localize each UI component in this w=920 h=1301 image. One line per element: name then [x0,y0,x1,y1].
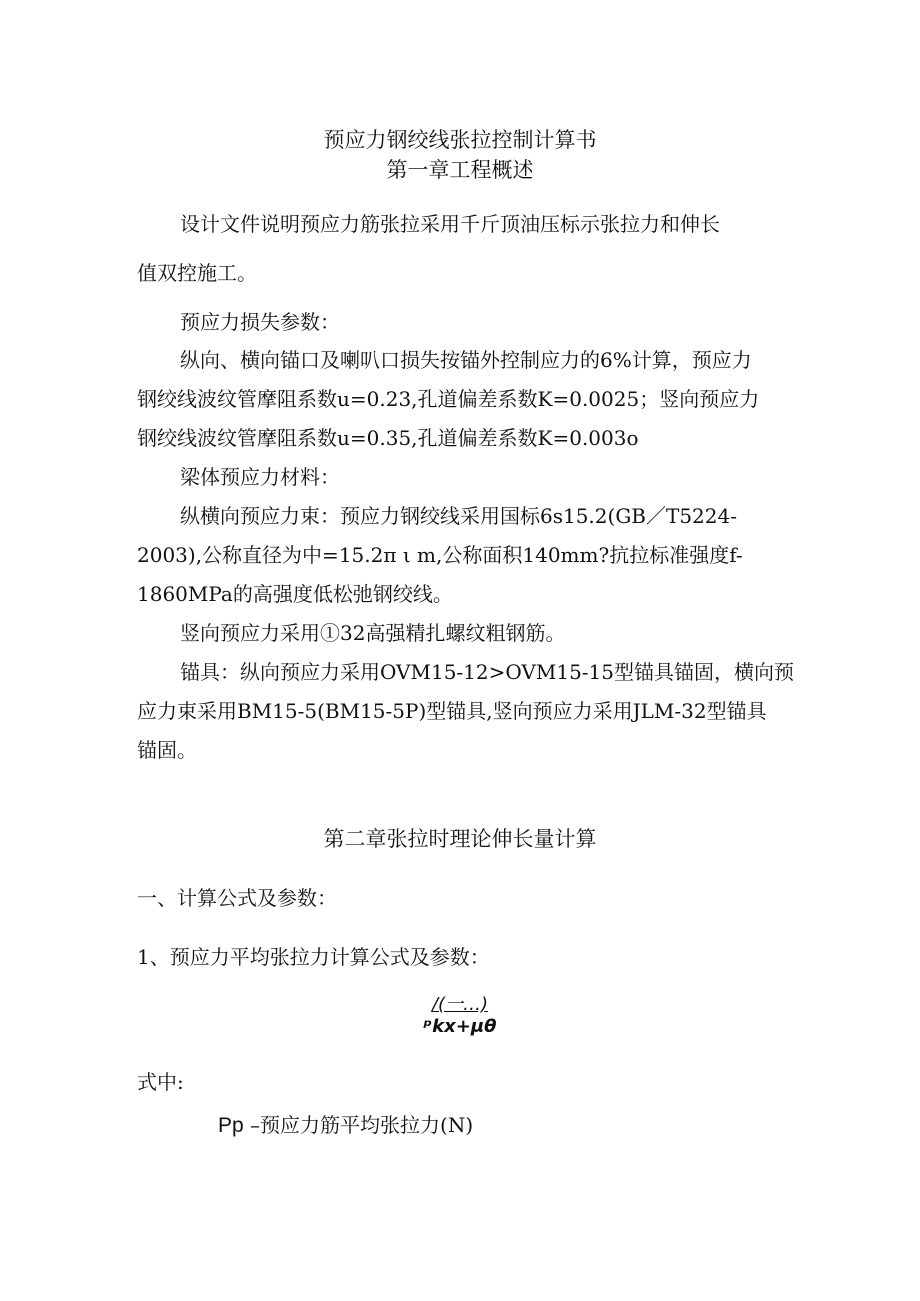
paragraph-line: 竖向预应力采用①32高强精扎螺纹粗钢筋。 [180,621,566,645]
paragraph-line: 设计文件说明预应力筋张拉采用千斤顶油压标示张拉力和伸长 [180,212,720,236]
paragraph-line: 应力束采用BM15-5(BM15-5P)型锚具,竖向预应力采用JLM-32型锚具 [137,699,767,723]
variable-description: –预应力筋平均张拉力(N) [250,1113,474,1137]
section-heading: 一、计算公式及参数： [137,886,337,910]
paragraph-line: 1860MPa的高强度低松弛钢绞线。 [137,582,453,606]
formula-denominator: ᵖkx+μθ [423,1016,497,1037]
variable-symbol: Pp [218,1114,244,1137]
paragraph-line: 纵向、横向锚口及喇叭口损失按锚外控制应力的6%计算，预应力 [180,348,752,372]
formula [0,990,920,1037]
loss-params-heading: 预应力损失参数： [180,310,340,334]
variable-definition [218,1109,473,1138]
chapter-1-heading: 第一章工程概述 [386,158,534,182]
paragraph-line: 钢绞线波纹管摩阻系数u=0.23,孔道偏差系数K=0.0025；竖向预应力 [137,387,760,411]
paragraph-line: 锚固。 [137,738,197,762]
paragraph-line: 2003),公称直径为中=15.2π ι m,公称面积140mm?抗拉标准强度f- [137,543,743,567]
paragraph-line: 锚具：纵向预应力采用OVM15-12>OVM15-15型锚具锚固，横向预 [180,660,795,684]
paragraph-line: 钢绞线波纹管摩阻系数u=0.35,孔道偏差系数K=0.003o [137,426,639,450]
chapter-2-heading: 第二章张拉时理论伸长量计算 [323,827,597,851]
document-title: 预应力钢绞线张拉控制计算书 [323,128,597,152]
subsection-heading: 1、预应力平均张拉力计算公式及参数： [137,945,490,969]
where-label: 式中: [137,1070,184,1094]
paragraph-line: 值双控施工。 [137,261,257,285]
paragraph-line: 纵横向预应力束：预应力钢绞线采用国标6s15.2(GB／T5224- [180,504,737,528]
materials-heading: 梁体预应力材料： [180,465,340,489]
formula-numerator: /(一…) [431,994,489,1015]
